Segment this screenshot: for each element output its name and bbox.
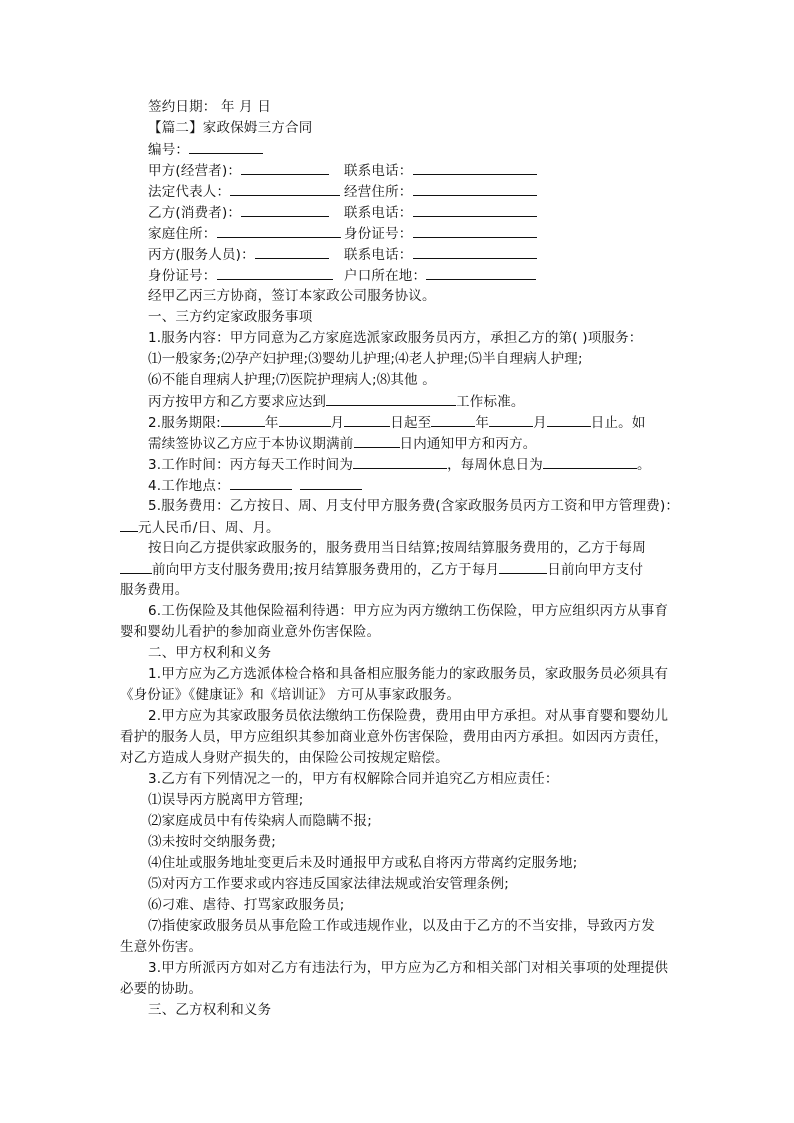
phone-label-b: 联系电话：	[344, 205, 413, 221]
renewal-blank	[354, 433, 400, 448]
insurance: 6.工伤保险及其他保险福利待遇：甲方应为丙方缴纳工伤保险，甲方应组织丙方从事育	[148, 603, 669, 619]
right-4b: 必要的协助。	[120, 981, 203, 997]
insurance-b: 婴和婴幼儿看护的参加商业意外伤害保险。	[120, 624, 381, 640]
condition-5: ⑸对丙方工作要求或内容违反国家法律法规或治安管理条例;	[148, 876, 509, 892]
legal-rep-blank	[230, 181, 340, 196]
party-a-row	[148, 160, 329, 181]
number-label: 编号：	[148, 142, 190, 158]
right-2c: 对乙方造成人身财产损失的，由保险公司按规定赔偿。	[120, 750, 449, 766]
party-b-blank	[241, 202, 329, 217]
rest-day-blank	[543, 454, 637, 469]
home-addr-row	[148, 223, 341, 244]
month-unit: 月	[330, 415, 345, 431]
party-b-phone	[344, 202, 537, 223]
year2-unit: 年	[475, 415, 490, 431]
service-content: 1.服务内容：甲方同意为乙方家庭选派家政服务员丙方，承担乙方的第( )项服务：	[148, 330, 643, 346]
work-place-label: 4.工作地点：	[148, 478, 230, 494]
party-c-row	[148, 244, 329, 265]
fee-unit-text: 元人民币/日、周、月。	[138, 520, 280, 536]
work-time-a: 3.工作时间：丙方每天工作时间为	[148, 457, 354, 473]
renewal	[148, 433, 537, 454]
year-blank	[221, 412, 265, 427]
condition-2: ⑵家庭成员中有传染病人而隐瞒不报;	[148, 813, 372, 829]
work-standard	[148, 391, 525, 412]
party-a-phone	[344, 160, 537, 181]
section2-heading: 二、甲方权利和义务	[148, 645, 272, 661]
phone-label-a: 联系电话：	[344, 163, 413, 179]
work-place-blank-2	[300, 475, 362, 490]
section1-heading: 一、三方约定家政服务事项	[148, 309, 313, 325]
period-label: 2.服务期限:	[148, 415, 221, 431]
party-c-phone	[344, 244, 537, 265]
from-unit: 日起至	[390, 415, 432, 431]
settlement-p3: 服务费用。	[120, 582, 189, 598]
party-c-blank	[255, 244, 329, 259]
service-fee: 5.服务费用：乙方按日、周、月支付甲方服务费(含家政服务员丙方工资和甲方管理费)：	[148, 498, 680, 514]
month2-blank	[489, 412, 533, 427]
party-b-row	[148, 202, 329, 223]
work-time	[148, 454, 651, 475]
condition-7b: 生意外伤害。	[120, 939, 203, 955]
contract-title: 【篇二】家政保姆三方合同	[148, 120, 313, 136]
right-3: 3.乙方有下列情况之一的，甲方有权解除合同并追究乙方相应责任：	[148, 771, 559, 787]
legal-rep-row	[148, 181, 340, 202]
right-1: 1.甲方应为乙方选派体检合格和具备相应服务能力的家政服务员，家政服务员必须具有	[148, 666, 669, 682]
settlement-p2-b: 日前向甲方支付	[547, 562, 644, 578]
month2-unit: 月	[533, 415, 547, 431]
intro-paragraph: 经甲乙丙三方协商，签订本家政公司服务协议。	[148, 288, 436, 304]
section3-heading: 三、乙方权利和义务	[148, 1002, 272, 1018]
condition-1: ⑴误导丙方脱离甲方管理;	[148, 792, 304, 808]
party-c-label: 丙方(服务人员)：	[148, 247, 255, 263]
phone-c-blank	[413, 244, 537, 259]
service-items: ⑴一般家务;⑵孕产妇护理;⑶婴幼儿护理;⑷老人护理;⑸半自理病人护理;	[148, 351, 583, 367]
renewal-b: 日内通知甲方和丙方。	[399, 436, 537, 452]
id-c-blank	[217, 265, 333, 280]
settlement-p2-a: 前向甲方支付服务费用;按月结算服务费用的，乙方于每月	[152, 562, 500, 578]
settlement-p2	[120, 559, 643, 580]
work-standard-b: 工作标准。	[456, 394, 525, 410]
party-a-label: 甲方(经营者)：	[148, 163, 242, 179]
year2-blank	[431, 412, 475, 427]
work-place-blank-1	[230, 475, 292, 490]
settlement-p1: 按日向乙方提供家政服务的，服务费用当日结算;按周结算服务费用的，乙方于每周	[148, 540, 646, 556]
day-blank	[344, 412, 390, 427]
id-b-blank	[413, 223, 537, 238]
fee-unit	[120, 517, 280, 538]
work-time-blank	[353, 454, 447, 469]
condition-6: ⑹刁难、虐待、打骂家政服务员;	[148, 897, 345, 913]
condition-4: ⑷住址或服务地址变更后未及时通报甲方或私自将丙方带离约定服务地;	[148, 855, 578, 871]
number-blank	[189, 139, 263, 154]
sign-date: 签约日期： 年 月 日	[148, 99, 272, 115]
week-blank	[120, 559, 152, 574]
phone-label-c: 联系电话：	[344, 247, 413, 263]
right-2: 2.甲方应为其家政服务员依法缴纳工伤保险费，费用由甲方承担。对从事育婴和婴幼儿	[148, 708, 669, 724]
hukou-blank	[426, 265, 536, 280]
legal-rep-label: 法定代表人：	[148, 184, 231, 200]
phone-a-blank	[413, 160, 537, 175]
phone-b-blank	[413, 202, 537, 217]
party-c-id-row	[148, 265, 333, 286]
right-1b: 《身份证》《健康证》和《培训证》 方可从事家政服务。	[120, 687, 461, 703]
home-addr-label: 家庭住所：	[148, 226, 217, 242]
party-a-blank	[241, 160, 329, 175]
renewal-a: 需续签协议乙方应于本协议期满前	[148, 436, 354, 452]
end-unit: 日止。如	[590, 415, 646, 431]
service-period	[148, 412, 646, 433]
hukou-row	[344, 265, 536, 286]
work-place	[148, 475, 362, 496]
party-b-label: 乙方(消费者)：	[148, 205, 242, 221]
right-4: 3.甲方所派丙方如对乙方有违法行为，甲方应为乙方和相关部门对相关事项的处理提供	[148, 960, 669, 976]
work-time-c: 。	[637, 457, 651, 473]
contract-number	[148, 139, 263, 160]
id-label-b: 身份证号：	[344, 226, 413, 242]
work-standard-blank	[326, 391, 456, 406]
business-addr-blank	[413, 181, 537, 196]
right-2b: 看护的服务人员，甲方应组织其参加商业意外伤害保险，费用由丙方承担。如因丙方责任，	[120, 729, 668, 745]
condition-3: ⑶未按时交纳服务费;	[148, 834, 277, 850]
work-standard-a: 丙方按甲方和乙方要求应达到	[148, 394, 327, 410]
month-day-blank	[499, 559, 547, 574]
day2-blank	[547, 412, 591, 427]
business-addr-label: 经营住所：	[344, 184, 413, 200]
party-b-id	[344, 223, 537, 244]
year-unit: 年	[264, 415, 279, 431]
hukou-label: 户口所在地：	[344, 268, 427, 284]
month-blank	[279, 412, 331, 427]
home-addr-blank	[217, 223, 341, 238]
service-items-2: ⑹不能自理病人护理;⑺医院护理病人;⑻其他 。	[148, 372, 436, 388]
business-addr	[344, 181, 537, 202]
condition-7: ⑺指使家政服务员从事危险工作或违规作业，以及由于乙方的不当安排，导致丙方发	[148, 918, 655, 934]
fee-blank	[120, 517, 138, 532]
work-time-b: ，每周休息日为	[447, 457, 543, 473]
id-label-c: 身份证号：	[148, 268, 217, 284]
